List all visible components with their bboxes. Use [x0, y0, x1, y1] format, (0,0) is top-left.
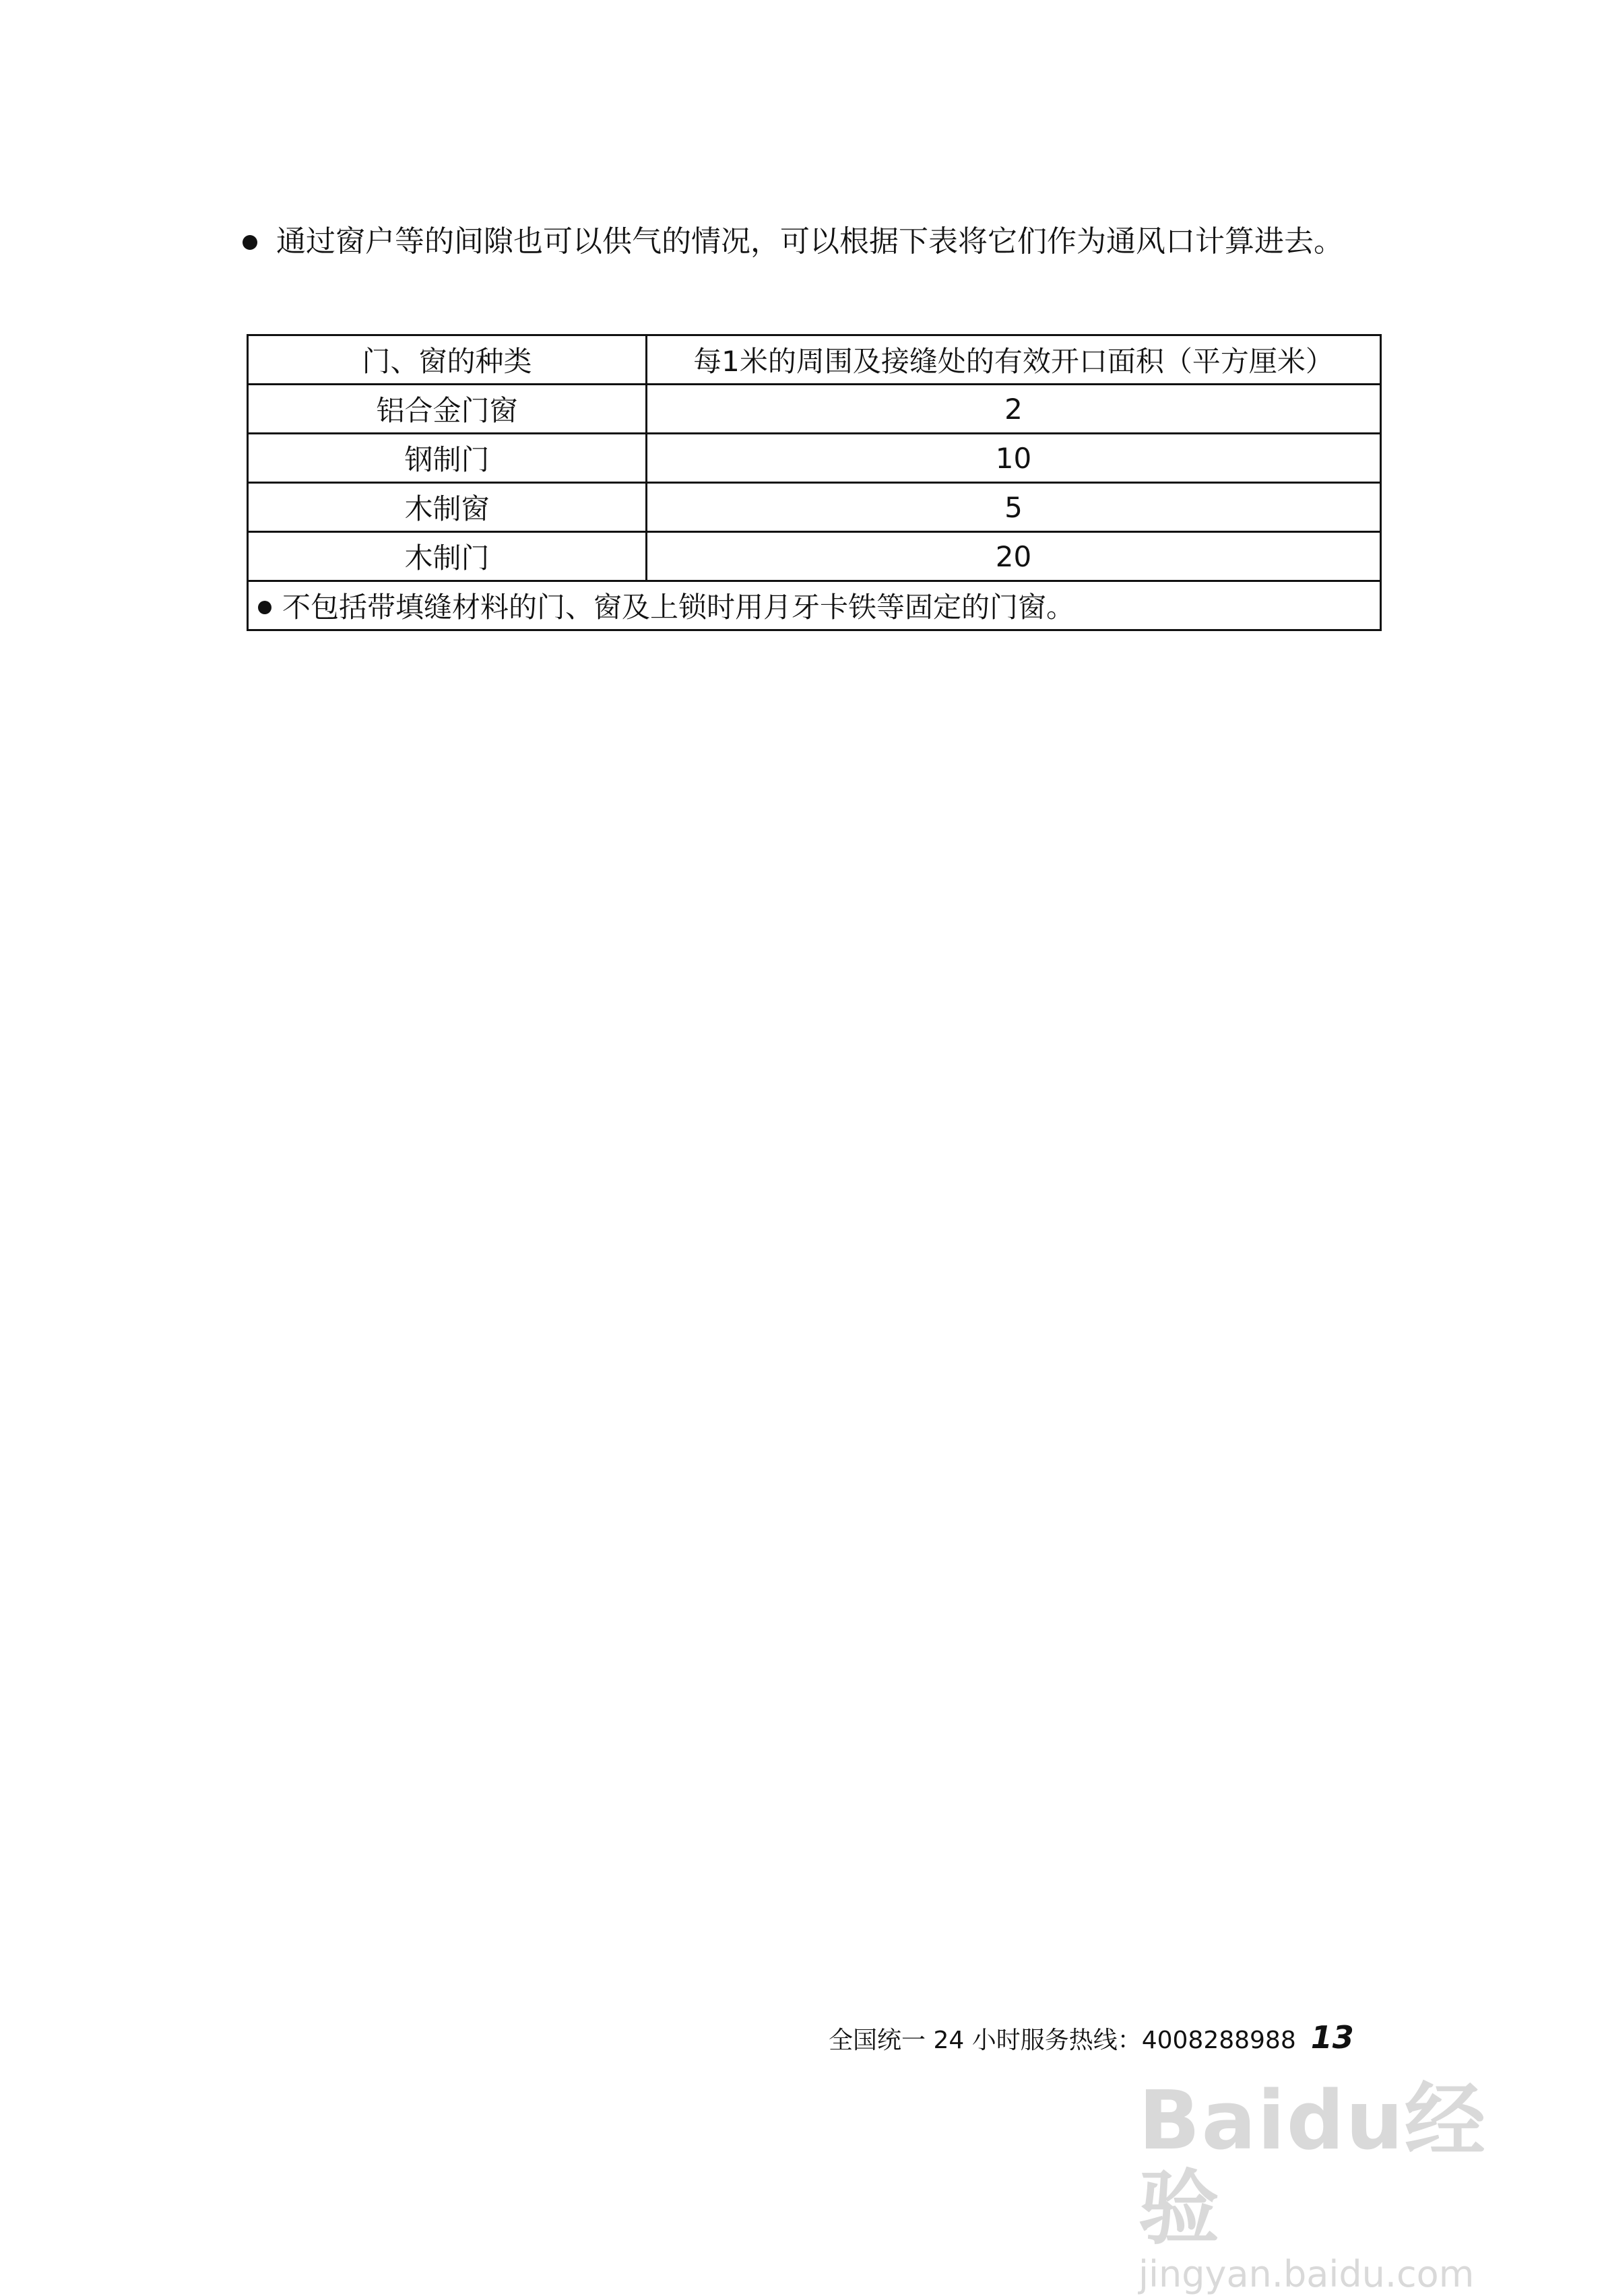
bullet-icon: [243, 235, 257, 250]
cell-area: 20: [647, 532, 1381, 581]
vent-area-table: [247, 334, 1382, 631]
intro-paragraph: [243, 219, 1388, 265]
table-row: [248, 385, 1381, 434]
watermark-url: jingyan.baidu.com: [1138, 2253, 1475, 2295]
table-row: [248, 434, 1381, 483]
page-footer: [829, 2017, 1354, 2061]
table-note-row: [248, 581, 1381, 630]
cell-type: 钢制门: [248, 434, 647, 483]
watermark-brand: Baidu经验: [1138, 2074, 1487, 2256]
bullet-icon: [258, 601, 271, 614]
table-row: [248, 532, 1381, 581]
service-hotline: 全国统一 24 小时服务热线：4008288988: [829, 2027, 1296, 2054]
cell-type: 木制门: [248, 532, 647, 581]
table-note-cell: [248, 581, 1381, 630]
watermark: [1138, 2074, 1516, 2295]
table-row: [248, 483, 1381, 532]
cell-type: 铝合金门窗: [248, 385, 647, 434]
cell-area: 5: [647, 483, 1381, 532]
table-note: 不包括带填缝材料的门、窗及上锁时用月牙卡铁等固定的门窗。: [282, 591, 1075, 624]
intro-text: 通过窗户等的间隙也可以供气的情况，可以根据下表将它们作为通风口计算进去。: [276, 224, 1343, 259]
cell-type: 木制窗: [248, 483, 647, 532]
header-type: 门、窗的种类: [248, 335, 647, 385]
header-area: 每1米的周围及接缝处的有效开口面积（平方厘米）: [647, 335, 1381, 385]
table-header-row: [248, 335, 1381, 385]
page-number: 13: [1310, 2019, 1354, 2056]
cell-area: 10: [647, 434, 1381, 483]
cell-area: 2: [647, 385, 1381, 434]
